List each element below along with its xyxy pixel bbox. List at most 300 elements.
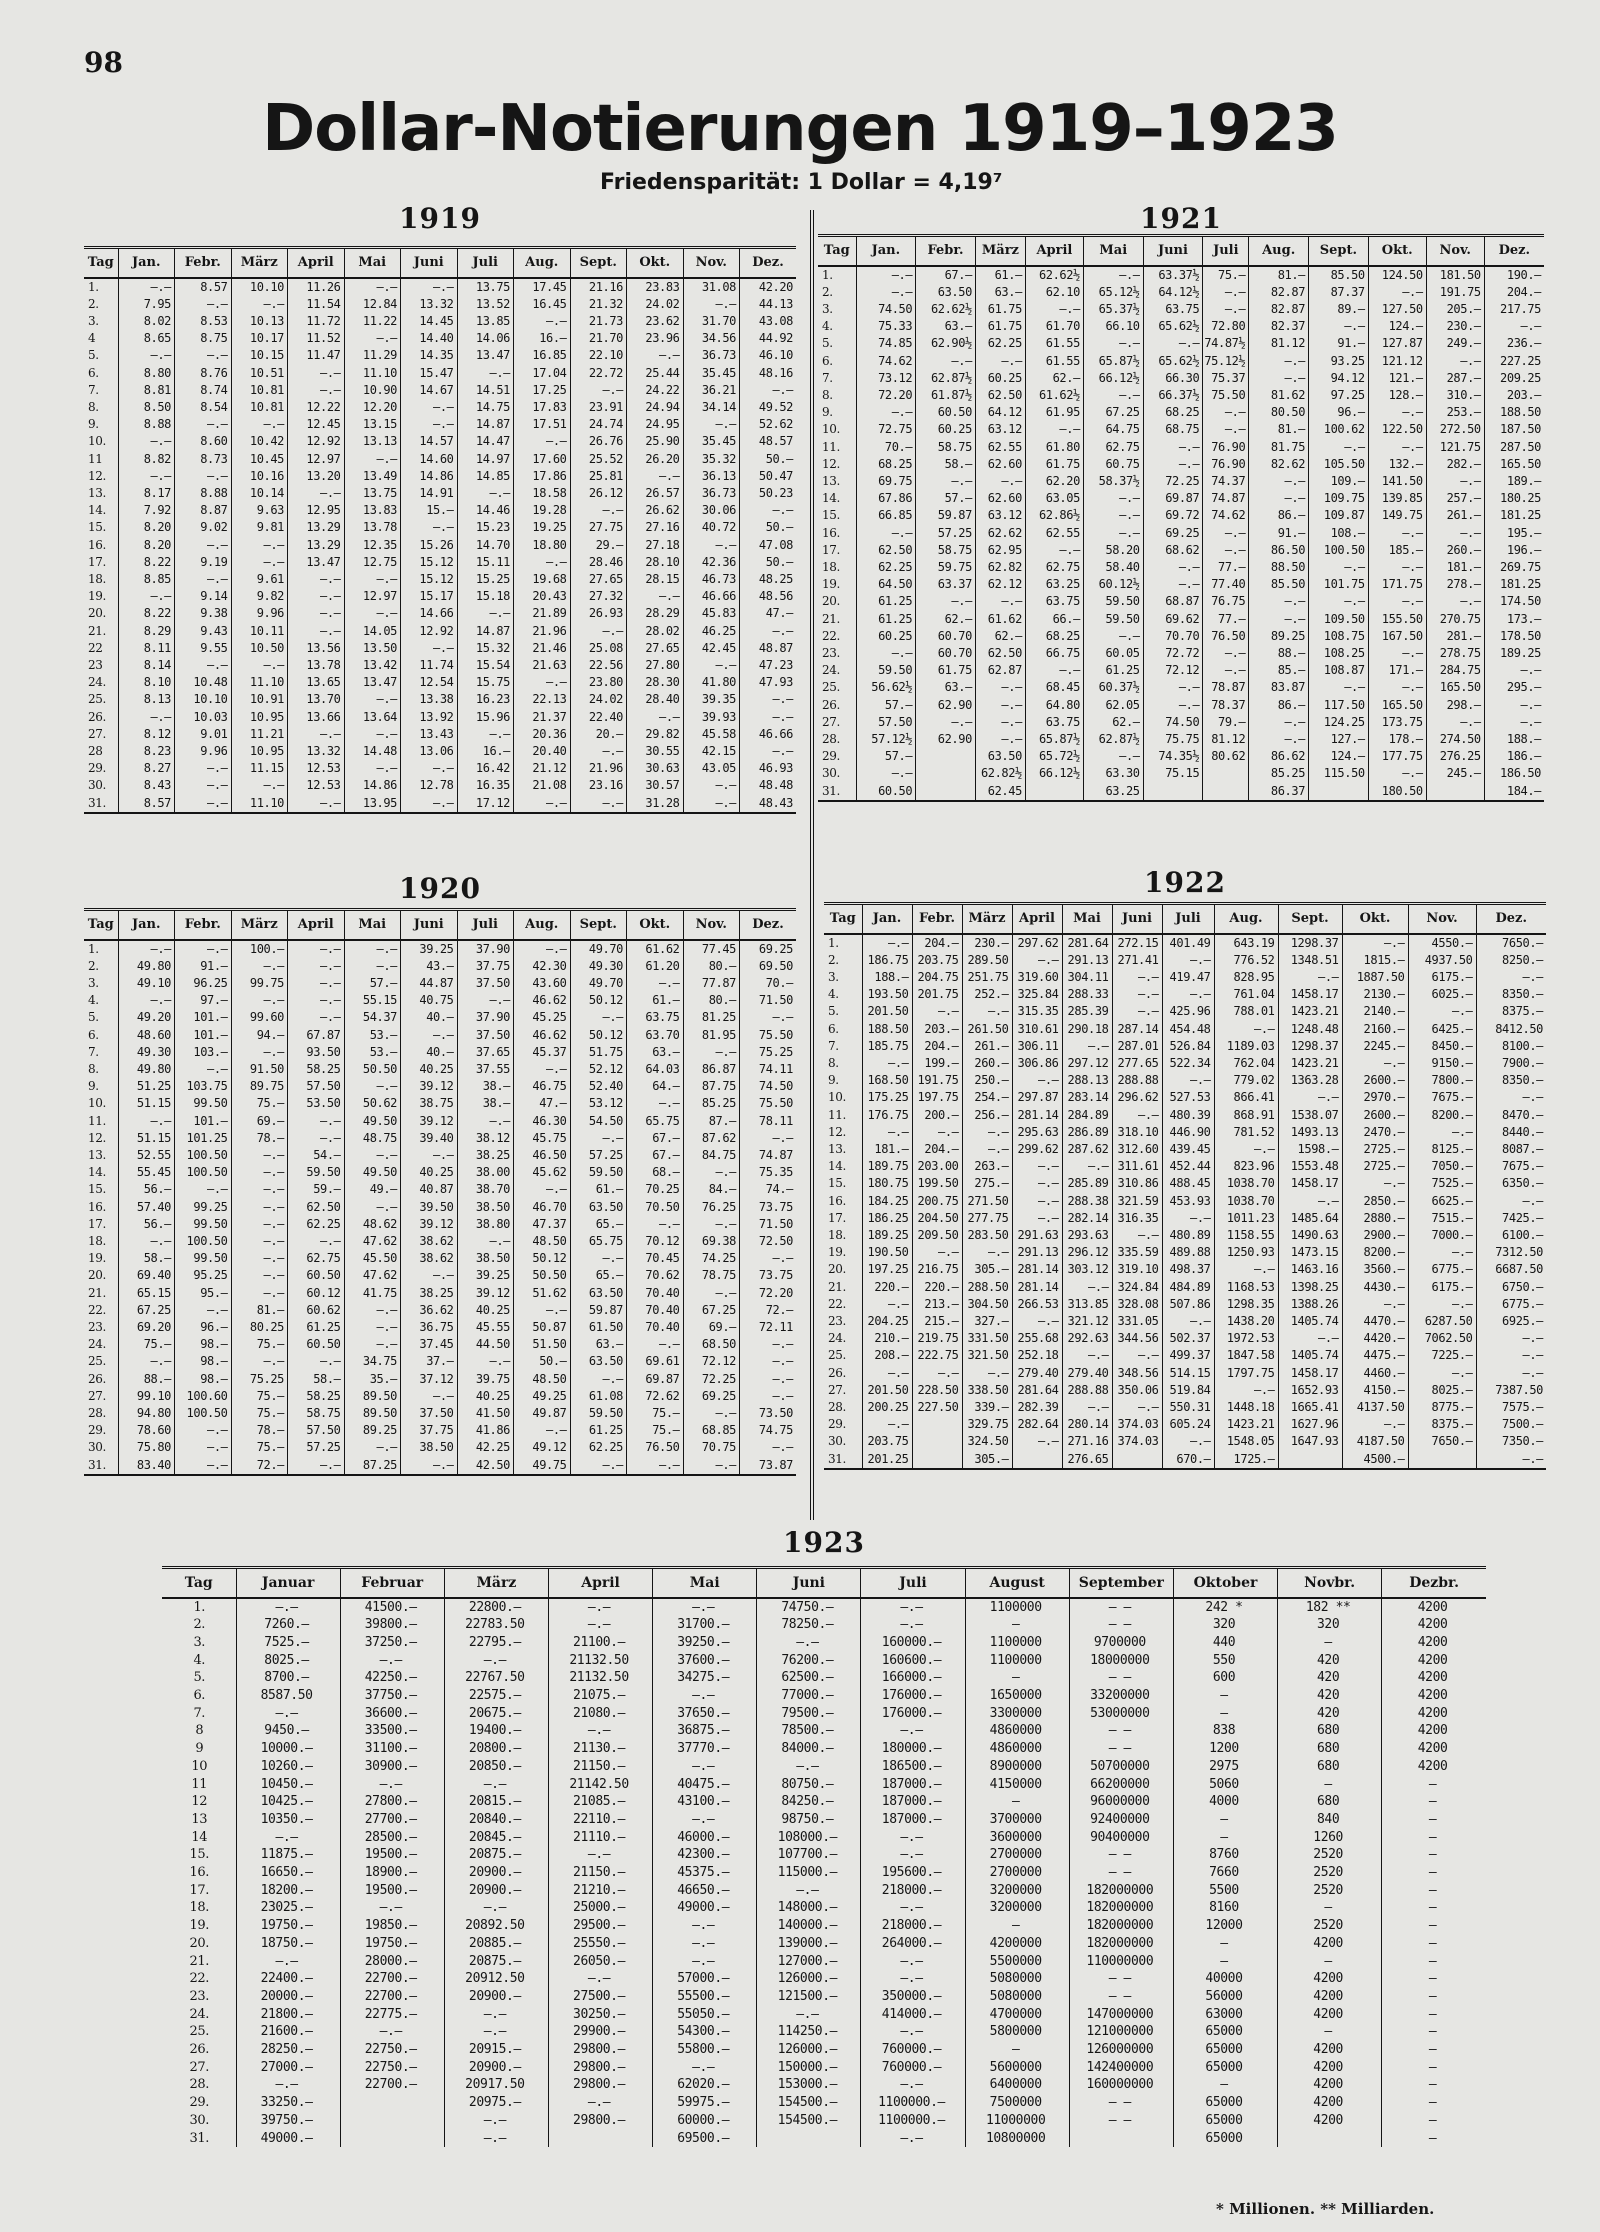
rate-cell: 218000.—	[861, 1917, 965, 1935]
rate-cell: 4200	[1382, 1669, 1486, 1687]
rate-cell: —.—	[740, 1336, 797, 1353]
rate-cell: 69.61	[627, 1353, 684, 1370]
rate-cell: 7312.50	[1476, 1244, 1546, 1261]
rate-cell: —.—	[627, 1216, 684, 1233]
rate-cell: 74.87	[740, 1147, 797, 1164]
column-header: Okt.	[627, 248, 684, 278]
rate-cell: 204.—	[1484, 284, 1544, 301]
rate-cell: 28.40	[627, 691, 684, 708]
rate-cell: —.—	[175, 657, 232, 674]
rate-cell: —.—	[175, 1181, 232, 1198]
rate-cell: 4137.50	[1342, 1399, 1408, 1416]
rate-cell: —.—	[862, 1416, 912, 1433]
rate-cell: 295.—	[1484, 679, 1544, 696]
rate-cell: 72.62	[627, 1388, 684, 1405]
rate-cell: — —	[1069, 1988, 1173, 2006]
rate-cell: 201.50	[862, 1382, 912, 1399]
rate-cell: —.—	[1249, 473, 1309, 490]
rate-cell: 75.35	[740, 1164, 797, 1181]
rate-cell: —.—	[740, 1388, 797, 1405]
rate-cell: 7675.—	[1408, 1089, 1476, 1106]
table-row	[824, 952, 1546, 969]
rate-cell: 67.25	[118, 1302, 175, 1319]
rate-cell: 64.50	[856, 576, 916, 593]
rate-cell: 25.44	[627, 365, 684, 382]
rate-cell: 42.20	[740, 278, 797, 296]
rate-cell: 284.75	[1426, 662, 1484, 679]
rate-cell: 205.—	[1426, 301, 1484, 318]
rate-cell: —.—	[916, 714, 976, 731]
rate-cell: 1665.41	[1278, 1399, 1342, 1416]
rate-cell: 6687.50	[1476, 1261, 1546, 1278]
rate-cell: 1423.21	[1278, 1003, 1342, 1020]
rate-cell: 61.—	[627, 992, 684, 1009]
rate-cell: 46.25	[683, 623, 740, 640]
rate-cell: 167.50	[1368, 628, 1426, 645]
rate-cell: 49.10	[118, 975, 175, 992]
rate-cell: 12.54	[401, 674, 458, 691]
table-row	[84, 1044, 796, 1061]
rate-cell: 251.75	[962, 969, 1012, 986]
rate-cell: 79.—	[1203, 714, 1249, 731]
rate-cell: 86.37	[1249, 783, 1309, 801]
table-row	[84, 1216, 796, 1233]
rate-cell: —.—	[916, 353, 976, 370]
rate-cell: 14.67	[401, 382, 458, 399]
rate-cell: 23.96	[627, 330, 684, 347]
rate-cell: 124.—	[1309, 748, 1369, 765]
rate-cell: 126000000	[1069, 2041, 1173, 2059]
table-row	[162, 1811, 1486, 1829]
table-row	[818, 662, 1544, 679]
table-row	[162, 1899, 1486, 1917]
rate-cell: 1652.93	[1278, 1382, 1342, 1399]
rate-cell: 281.14	[1012, 1279, 1062, 1296]
rate-cell: 65.37½	[1083, 301, 1143, 318]
day-cell: 7.	[88, 382, 99, 397]
rate-cell: 5800000	[965, 2023, 1069, 2041]
column-header: Jan.	[118, 248, 175, 278]
table-row	[84, 347, 796, 364]
rate-cell: 335.59	[1112, 1244, 1162, 1261]
rate-cell: 61.62	[975, 611, 1025, 628]
rate-cell: 48.87	[740, 640, 797, 657]
rate-cell: 36.75	[401, 1319, 458, 1336]
table-row	[84, 1199, 796, 1216]
rate-cell: —.—	[118, 709, 175, 726]
rate-cell: 65.62½	[1143, 318, 1203, 335]
rate-cell: —.—	[1203, 301, 1249, 318]
rate-cell: 40.—	[401, 1044, 458, 1061]
rate-cell: 261.—	[1426, 507, 1484, 524]
rate-cell: 160000000	[1069, 2076, 1173, 2094]
rate-cell: 37.12	[401, 1371, 458, 1388]
table-row	[824, 1416, 1546, 1433]
rate-cell: —.—	[1249, 490, 1309, 507]
day-cell: 10.	[828, 1090, 846, 1105]
rate-cell: 62.86½	[1025, 507, 1083, 524]
rate-cell: —	[1382, 1953, 1486, 1971]
table-row	[84, 1164, 796, 1181]
rate-cell: 87.—	[683, 1113, 740, 1130]
rate-cell: 303.12	[1062, 1261, 1112, 1278]
rate-cell: 43.05	[683, 760, 740, 777]
rate-cell: 20875.—	[444, 1953, 548, 1971]
rate-cell: 41.86	[457, 1422, 514, 1439]
rate-cell: 1100000	[965, 1598, 1069, 1617]
rate-cell: 61.25	[288, 1319, 345, 1336]
rate-cell: 57000.—	[653, 1970, 757, 1988]
day-cell: 20.	[828, 1262, 846, 1277]
rate-cell: 1473.15	[1278, 1244, 1342, 1261]
rate-cell: 62.87½	[1083, 731, 1143, 748]
rate-cell: 64.—	[627, 1078, 684, 1095]
rate-cell: 154500.—	[757, 2112, 861, 2130]
rate-cell: —.—	[757, 2006, 861, 2024]
rate-cell: 57.12½	[856, 731, 916, 748]
rate-cell: 61.62½	[1025, 387, 1083, 404]
column-header: Tag	[84, 248, 118, 278]
rate-cell: 306.86	[1012, 1055, 1062, 1072]
rate-cell: 186.—	[1484, 748, 1544, 765]
rate-cell: 26.12	[570, 485, 627, 502]
rate-cell: 75.—	[231, 1336, 288, 1353]
rate-cell: —.—	[1083, 335, 1143, 352]
rate-cell: 21.16	[570, 278, 627, 296]
rate-cell: 60.25	[856, 628, 916, 645]
rate-cell: 62.50	[856, 542, 916, 559]
rate-cell: 180000.—	[861, 1740, 965, 1758]
rate-cell: —.—	[627, 588, 684, 605]
rate-cell: —.—	[653, 1598, 757, 1617]
rate-cell: 67.—	[916, 266, 976, 284]
rate-cell: 100.50	[1309, 542, 1369, 559]
rate-cell: —.—	[975, 679, 1025, 696]
rate-cell: 519.84	[1162, 1382, 1214, 1399]
table-row	[84, 795, 796, 813]
rate-cell: 86.87	[683, 1061, 740, 1078]
rate-cell: 87.75	[683, 1078, 740, 1095]
rate-cell: 68.50	[683, 1336, 740, 1353]
rate-cell: 6287.50	[1408, 1313, 1476, 1330]
rate-cell: 187000.—	[861, 1811, 965, 1829]
rate-cell: —.—	[236, 1953, 340, 1971]
table-row	[824, 1347, 1546, 1364]
rate-cell: —.—	[862, 1124, 912, 1141]
rate-cell: 21100.—	[548, 1634, 652, 1652]
day-cell: 21.	[828, 1279, 846, 1294]
rate-cell: 83.40	[118, 1457, 175, 1475]
table-row	[84, 537, 796, 554]
rate-cell: 47.37	[514, 1216, 571, 1233]
rate-cell: —.—	[236, 2076, 340, 2094]
rate-cell: 8.12	[118, 726, 175, 743]
rate-cell: 48.75	[344, 1130, 401, 1147]
rate-cell: 49.52	[740, 399, 797, 416]
rate-cell: 62.50	[975, 645, 1025, 662]
rate-cell: —	[1382, 1899, 1486, 1917]
day-cell: 8.	[88, 1061, 99, 1076]
rate-cell: 99.60	[231, 1009, 288, 1026]
rate-cell: 74.62	[1203, 507, 1249, 524]
rate-cell: 39.12	[457, 1285, 514, 1302]
rate-cell: 36.13	[683, 468, 740, 485]
table-row	[84, 1233, 796, 1250]
rate-cell: 21.46	[514, 640, 571, 657]
rate-cell: 10.91	[231, 691, 288, 708]
day-cell: 25.	[88, 1354, 106, 1369]
table-row	[84, 726, 796, 743]
rate-cell: 13.15	[344, 416, 401, 433]
rate-cell: 75.50	[1203, 387, 1249, 404]
rate-cell: —.—	[1062, 1158, 1112, 1175]
rate-cell: 63.12	[975, 507, 1025, 524]
rate-cell	[912, 1451, 962, 1469]
rate-cell: 252.18	[1012, 1347, 1062, 1364]
rate-cell: 75.37	[1203, 370, 1249, 387]
rate-cell: —.—	[862, 1055, 912, 1072]
rate-cell: 85.50	[1309, 266, 1369, 284]
table-row	[84, 1061, 796, 1078]
rate-cell: 285.89	[1062, 1175, 1112, 1192]
rate-cell: 1490.63	[1278, 1227, 1342, 1244]
rate-cell: —.—	[444, 2006, 548, 2024]
rate-cell: 8.88	[118, 416, 175, 433]
rate-cell: 14.51	[457, 382, 514, 399]
rate-cell: —.—	[653, 1935, 757, 1953]
rate-cell: 61.25	[1083, 662, 1143, 679]
table-row	[84, 1027, 796, 1044]
table-row	[84, 640, 796, 657]
rate-cell: 61.55	[1025, 353, 1083, 370]
rate-cell: —.—	[627, 1336, 684, 1353]
rate-cell: —.—	[1408, 1003, 1476, 1020]
rate-cell: —.—	[1484, 318, 1544, 335]
day-cell: 4.	[88, 993, 99, 1008]
day-cell: 12.	[828, 1124, 846, 1139]
rate-cell: 28250.—	[236, 2041, 340, 2059]
rate-cell: —.—	[1342, 1175, 1408, 1192]
rate-cell: 4000	[1173, 1793, 1277, 1811]
rate-cell: 281.—	[1426, 628, 1484, 645]
rate-cell: 70.75	[683, 1439, 740, 1456]
rate-cell: 480.39	[1162, 1107, 1214, 1124]
rate-cell: —.—	[1476, 1193, 1546, 1210]
table-1921	[818, 200, 1544, 802]
rate-cell: 20885.—	[444, 1935, 548, 1953]
rate-cell: 320	[1278, 1616, 1382, 1634]
column-header: Dezbr.	[1382, 1568, 1486, 1598]
rate-cell: 42.25	[457, 1439, 514, 1456]
rate-cell: 63.05	[1025, 490, 1083, 507]
rate-cell: 8350.—	[1476, 1072, 1546, 1089]
rate-cell: 62.12	[975, 576, 1025, 593]
rate-cell: —.—	[962, 1141, 1012, 1158]
rate-cell: 69.72	[1143, 507, 1203, 524]
rate-cell: 77.40	[1203, 576, 1249, 593]
rate-cell: 1388.26	[1278, 1296, 1342, 1313]
table-row	[84, 1130, 796, 1147]
rate-cell: 46.66	[683, 588, 740, 605]
rate-cell: —.—	[962, 1365, 1012, 1382]
rate-cell: 21210.—	[548, 1882, 652, 1900]
rate-cell: 197.75	[912, 1089, 962, 1106]
column-header: Aug.	[1249, 236, 1309, 266]
rate-cell: 374.03	[1112, 1433, 1162, 1450]
rate-cell: 20850.—	[444, 1758, 548, 1776]
rate-cell: — —	[1069, 1846, 1173, 1864]
rate-cell: 43100.—	[653, 1793, 757, 1811]
rate-cell: 10.15	[231, 347, 288, 364]
rate-cell: 73.12	[856, 370, 916, 387]
column-header: Februar	[340, 1568, 444, 1598]
day-cell: 23.	[189, 1988, 209, 2004]
day-cell: 2.	[822, 284, 833, 299]
rate-cell: —.—	[401, 640, 458, 657]
rate-cell: 348.56	[1112, 1365, 1162, 1382]
day-cell: 16.	[88, 537, 106, 552]
rate-cell: —	[965, 1793, 1069, 1811]
day-cell: 3.	[822, 301, 833, 316]
rate-cell: 86.—	[1249, 507, 1309, 524]
rate-cell: 117.50	[1309, 697, 1369, 714]
table-row	[824, 1365, 1546, 1382]
rate-cell: —	[1382, 2076, 1486, 2094]
rate-cell: 74.37	[1203, 473, 1249, 490]
rate-cell: 121.75	[1426, 439, 1484, 456]
rate-cell: 50.12	[570, 992, 627, 1009]
rate-cell: 13.95	[344, 795, 401, 813]
column-header: April	[548, 1568, 652, 1598]
table-row	[162, 1758, 1486, 1776]
rate-cell: 21.37	[514, 709, 571, 726]
rate-cell: 1260	[1278, 1829, 1382, 1847]
table-row	[84, 313, 796, 330]
rate-cell: —.—	[231, 537, 288, 554]
rate-cell: 4200	[1382, 1740, 1486, 1758]
day-cell: 21.	[88, 1285, 106, 1300]
rate-cell: 1647.93	[1278, 1433, 1342, 1450]
rate-cell: 39.50	[401, 1199, 458, 1216]
rate-cell: —.—	[514, 1181, 571, 1198]
rate-cell: 2245.—	[1342, 1038, 1408, 1055]
rate-cell: 2970.—	[1342, 1089, 1408, 1106]
rate-cell: 66.85	[856, 507, 916, 524]
rate-cell: —.—	[1083, 266, 1143, 284]
rate-cell: —.—	[683, 416, 740, 433]
table-row	[162, 1740, 1486, 1758]
rate-cell: —.—	[344, 958, 401, 975]
rate-cell: 26.93	[570, 605, 627, 622]
table-row	[824, 1175, 1546, 1192]
rate-cell: 127000.—	[757, 1953, 861, 1971]
rate-cell: —.—	[1309, 318, 1369, 335]
rate-cell: 189.75	[862, 1158, 912, 1175]
rate-cell: —.—	[344, 1319, 401, 1336]
rate-cell: —.—	[118, 1233, 175, 1250]
rate-cell: —.—	[231, 1164, 288, 1181]
rate-cell: 63.—	[570, 1336, 627, 1353]
rate-cell: 29900.—	[548, 2023, 652, 2041]
rate-cell: 20.43	[514, 588, 571, 605]
rate-cell: 19850.—	[340, 1917, 444, 1935]
rate-cell: 62.55	[1025, 525, 1083, 542]
rate-cell: 94.12	[1309, 370, 1369, 387]
rate-cell: 33500.—	[340, 1722, 444, 1740]
day-cell: 30.	[189, 2112, 209, 2128]
rate-cell: 7387.50	[1476, 1382, 1546, 1399]
rate-cell: 17.83	[514, 399, 571, 416]
rate-cell: —	[1382, 2112, 1486, 2130]
table-row	[84, 1181, 796, 1198]
column-header: Sept.	[570, 910, 627, 940]
rate-cell: —.—	[175, 777, 232, 794]
rate-cell: 8200.—	[1408, 1107, 1476, 1124]
rate-cell: 13.50	[344, 640, 401, 657]
rate-cell: —.—	[344, 1199, 401, 1216]
column-header: Januar	[236, 1568, 340, 1598]
rate-cell: 7000.—	[1408, 1227, 1476, 1244]
rate-cell: 57.25	[288, 1439, 345, 1456]
rate-cell: 30.63	[627, 760, 684, 777]
rate-cell: —.—	[1143, 335, 1203, 352]
rate-cell: 26.57	[627, 485, 684, 502]
rate-cell: —.—	[1484, 714, 1544, 731]
day-cell: 21.	[189, 1953, 209, 1969]
rate-cell: 45.58	[683, 726, 740, 743]
rate-cell: —.—	[548, 2094, 652, 2112]
day-cell: 9.	[822, 405, 833, 420]
rate-cell: 15.23	[457, 519, 514, 536]
rate-cell: 271.16	[1062, 1433, 1112, 1450]
rate-cell: 19.25	[514, 519, 571, 536]
rate-cell: 60.50	[288, 1267, 345, 1284]
rate-cell: 8.75	[175, 330, 232, 347]
table-row	[824, 1193, 1546, 1210]
rate-cell: 21142.50	[548, 1776, 652, 1794]
day-cell: 3.	[193, 1634, 206, 1650]
day-cell: 29.	[828, 1417, 846, 1432]
rate-cell	[1408, 1451, 1476, 1469]
rate-cell: 37.50	[457, 1027, 514, 1044]
rate-cell: 7525.—	[1408, 1175, 1476, 1192]
rate-cell: 76.75	[1203, 593, 1249, 610]
rate-cell: 264000.—	[861, 1935, 965, 1953]
rate-cell: 29800.—	[548, 2076, 652, 2094]
rate-cell: 46.62	[514, 1027, 571, 1044]
rate-cell: —.—	[1025, 662, 1083, 679]
rate-cell: —	[1278, 2023, 1382, 2041]
rate-cell: 51.50	[514, 1336, 571, 1353]
rate-cell: —.—	[1249, 593, 1309, 610]
table-row	[818, 593, 1544, 610]
rate-cell: 20840.—	[444, 1811, 548, 1829]
day-cell: 24.	[88, 1337, 106, 1352]
day-cell: 31.	[828, 1451, 846, 1466]
rate-cell: 20675.—	[444, 1705, 548, 1723]
rate-cell: 150000.—	[757, 2059, 861, 2077]
column-header: Dez.	[1476, 904, 1546, 934]
rate-cell: 70.50	[627, 1199, 684, 1216]
rate-cell: 14.87	[457, 623, 514, 640]
rate-cell: 230.—	[1426, 318, 1484, 335]
rate-cell: 22795.—	[444, 1634, 548, 1652]
table-row	[824, 1382, 1546, 1399]
rate-cell: 58.—	[916, 456, 976, 473]
rate-cell: 42300.—	[653, 1846, 757, 1864]
rate-cell: 9.82	[231, 588, 288, 605]
rate-cell: 52.40	[570, 1078, 627, 1095]
